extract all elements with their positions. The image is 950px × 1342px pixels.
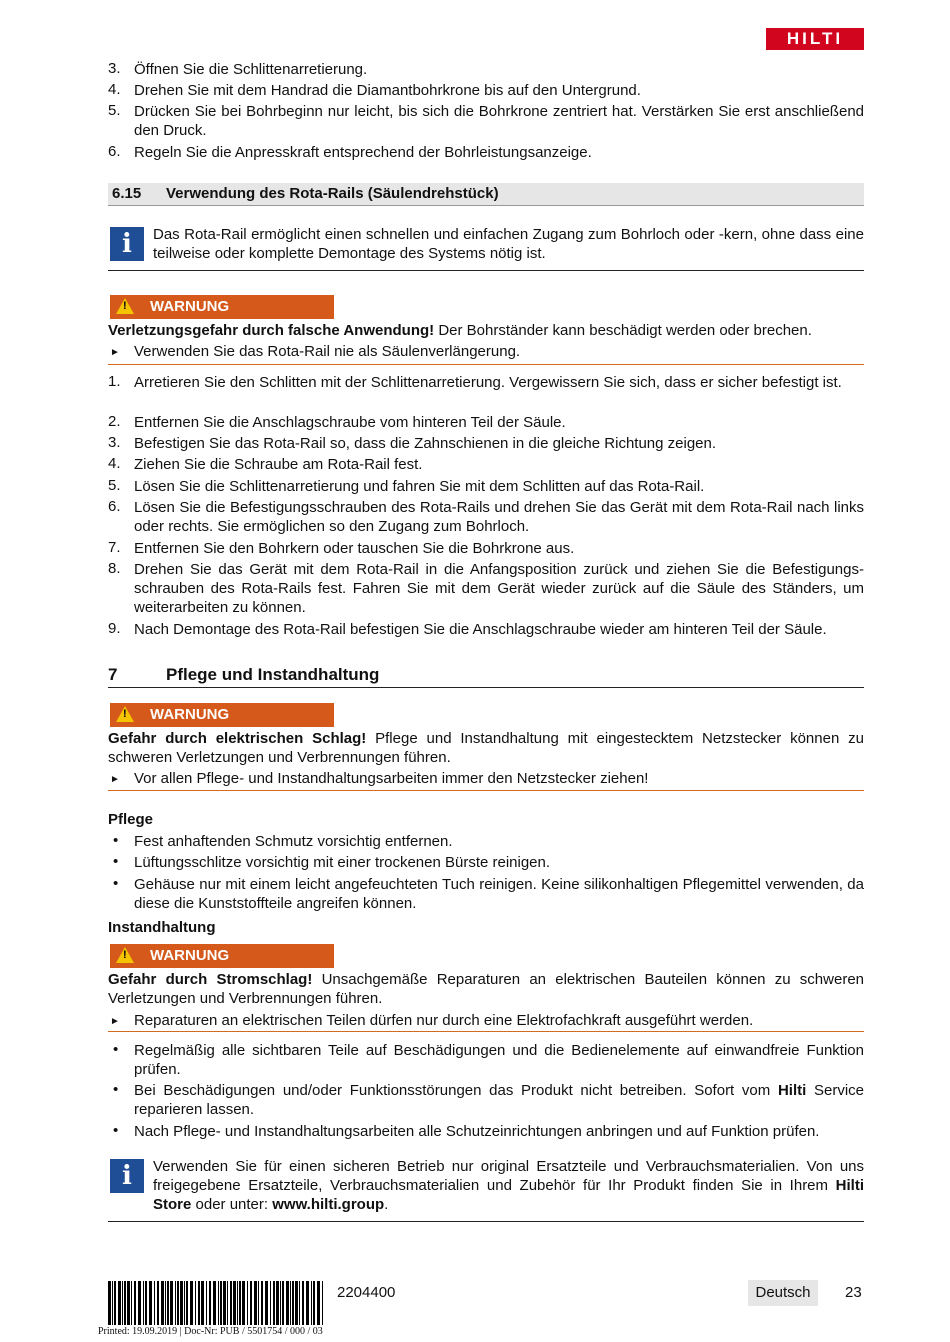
subheading-pflege: Pflege [108, 811, 154, 828]
step-text: Drehen Sie mit dem Handrad die Diamantbohrkrone bis auf den Untergrund. [134, 82, 641, 99]
step-text: Lösen Sie die Befestigungsschrauben des Rota-Rails und drehen Sie das Gerät mit dem Rota-Rail nach links oder rechts. Sie ermöglichen so den Zugang zum Bohrloch. [134, 499, 864, 535]
warning-text: Gefahr durch elektrischen Schlag! Pflege und Instandhaltung mit eingestecktem Netzstecker können zu schweren Verletzungen und Verbrennungen führen. [108, 730, 864, 766]
bullet: • [113, 1041, 119, 1058]
warning-action: Verwenden Sie das Rota-Rail nie als Säulenverlängerung. [134, 343, 521, 360]
arrow-icon: ► [110, 774, 120, 785]
section-heading-6-15 [108, 183, 864, 206]
step-number: 4. [108, 81, 121, 98]
list-item: Fest anhaftenden Schmutz vorsichtig entfernen. [134, 833, 453, 850]
bullet: • [113, 1081, 119, 1098]
section-title: Pflege und Instandhaltung [166, 665, 380, 684]
info-note: Das Rota-Rail ermöglicht einen schnellen und einfachen Zugang zum Bohrloch oder -kern, ohne dass eine teilweise oder komplette Demontage des Systems nötig ist. [153, 226, 864, 262]
language-label: Deutsch [748, 1280, 818, 1306]
doc-number: 2204400 [337, 1284, 396, 1301]
step-text: Lösen Sie die Schlittenarretierung und fahren Sie mit dem Schlitten auf das Rota-Rail. [134, 478, 705, 495]
warning-label: WARNUNG [150, 706, 230, 723]
info-icon: i [110, 1159, 144, 1193]
step-text: Drehen Sie das Gerät mit dem Rota-Rail in die Anfangsposition zurück und ziehen Sie die Befestigungsschrauben des Rota-Rails fest. Fahren Sie mit dem Gerät wieder zurück auf die Säule des Ständers, um weiterarbeiten zu können. [134, 561, 864, 616]
warning-action: Vor allen Pflege- und Instandhaltungsarbeiten immer den Netzstecker ziehen! [134, 770, 649, 787]
warning-banner: ! WARNUNG [110, 944, 334, 968]
list-item: Lüftungsschlitze vorsichtig mit einer trockenen Bürste reinigen. [134, 854, 551, 871]
step-text: Entfernen Sie den Bohrkern oder tauschen Sie die Bohrkrone aus. [134, 540, 575, 557]
warning-text: Gefahr durch Stromschlag! Unsachgemäße Reparaturen an elektrischen Bauteilen können zu schweren Verletzungen und Verbrennungen führen. [108, 971, 865, 1007]
page-number: 23 [845, 1284, 862, 1301]
info-icon: i [110, 227, 144, 261]
print-info: Printed: 19.09.2019 | Doc-Nr: PUB / 5501754 / 000 / 03 [98, 1326, 323, 1337]
bullet: • [113, 832, 119, 849]
section-title: Verwendung des Rota-Rails (Säulendrehstück) [166, 185, 499, 202]
divider [108, 364, 864, 365]
step-text: Öffnen Sie die Schlittenarretierung. [134, 61, 368, 78]
barcode-image [108, 1281, 326, 1325]
divider [108, 1031, 864, 1032]
list-item: Gehäuse nur mit einem leicht angefeuchteten Tuch reinigen. Keine silikonhaltigen Pflegemittel verwenden, da diese die Kunststoffteile angreifen können. [134, 876, 864, 912]
arrow-icon: ► [110, 1016, 120, 1027]
warning-action: Reparaturen an elektrischen Teilen dürfen nur durch eine Elektrofachkraft ausgeführt werden. [134, 1012, 754, 1029]
divider [108, 270, 864, 271]
arrow-icon: ► [110, 347, 120, 358]
step-text: Arretieren Sie den Schlitten mit der Schlittenarretierung. Vergewissern Sie sich, dass er sicher befestigt ist. [134, 374, 842, 391]
warning-banner: ! WARNUNG [110, 703, 334, 727]
warning-label: WARNUNG [150, 298, 230, 315]
step-text: Befestigen Sie das Rota-Rail so, dass die Zahnschienen in die gleiche Richtung zeigen. [134, 435, 717, 452]
section-heading-7 [108, 665, 864, 688]
step-text: Entfernen Sie die Anschlagschraube vom hinteren Teil der Säule. [134, 414, 566, 431]
step-text: Ziehen Sie die Schraube am Rota-Rail fest. [134, 456, 423, 473]
list-item: Nach Pflege- und Instandhaltungsarbeiten alle Schutzeinrichtungen anbringen und auf Funktion prüfen. [134, 1123, 820, 1140]
section-number: 6.15 [112, 185, 142, 202]
warning-label: WARNUNG [150, 947, 230, 964]
step-text: Nach Demontage des Rota-Rail befestigen Sie die Anschlagschraube wieder am hinteren Teil der Säule. [134, 621, 827, 638]
hilti-logo: HILTI [766, 28, 864, 50]
info-note: Verwenden Sie für einen sicheren Betrieb nur original Ersatzteile und Verbrauchsmaterialien. Von uns freigegebene Ersatzteile, Verbrauchsmaterialien und Zubehör für Ihr Produkt finden Sie in Ihrem Hilti Store oder unter: www.hilti.group. [153, 1158, 864, 1213]
step-number: 6. [108, 143, 121, 160]
warning-banner: ! WARNUNG [110, 295, 334, 319]
list-item: Regelmäßig alle sichtbaren Teile auf Beschädigungen und die Bedienelemente auf einwandfreie Funktion prüfen. [134, 1042, 864, 1078]
bullet: • [113, 853, 119, 870]
step-text: Regeln Sie die Anpresskraft entsprechend der Bohrleistungsanzeige. [134, 144, 592, 161]
divider [108, 790, 864, 791]
divider [108, 1221, 864, 1222]
section-number: 7 [108, 665, 118, 684]
bullet: • [113, 875, 119, 892]
list-item: Bei Beschädigungen und/oder Funktionsstörungen das Produkt nicht betreiben. Sofort vom Hilti Service reparieren lassen. [134, 1082, 865, 1118]
subheading-instandhaltung: Instandhaltung [108, 919, 216, 936]
bullet: • [113, 1122, 119, 1139]
step-number: 5. [108, 102, 121, 119]
step-text: Drücken Sie bei Bohrbeginn nur leicht, bis sich die Bohrkrone zentriert hat. Verstärken Sie erst anschließend den Druck. [134, 103, 864, 139]
warning-text: Verletzungsgefahr durch falsche Anwendung! Der Bohrständer kann beschädigt werden oder brechen. [108, 322, 812, 339]
step-number: 3. [108, 60, 121, 77]
